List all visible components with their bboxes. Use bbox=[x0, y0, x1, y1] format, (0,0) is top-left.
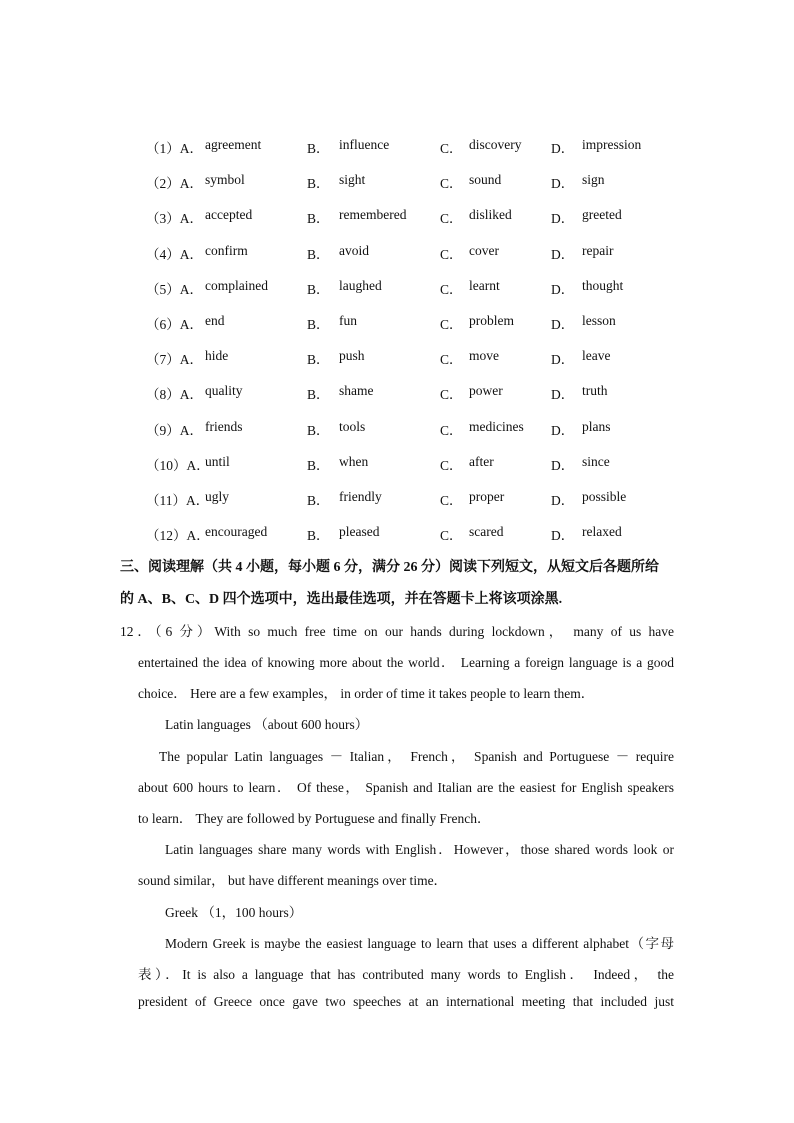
option-d-label: D． bbox=[551, 457, 575, 473]
option-number: （11）A． bbox=[146, 493, 210, 508]
option-d-text: leave bbox=[582, 348, 611, 364]
option-d-text: sign bbox=[582, 172, 605, 188]
option-b-label: B． bbox=[307, 211, 330, 227]
option-c-label: C． bbox=[440, 528, 463, 544]
option-b-text: pleased bbox=[339, 524, 380, 540]
option-row bbox=[0, 243, 794, 265]
option-row bbox=[0, 137, 794, 159]
option-c-label: C． bbox=[440, 457, 463, 473]
option-b-text: laughed bbox=[339, 277, 382, 293]
option-d-label: D． bbox=[551, 281, 575, 297]
option-c-text: discovery bbox=[469, 137, 522, 152]
option-d-text: relaxed bbox=[582, 524, 622, 540]
option-d-text: plans bbox=[582, 418, 611, 434]
option-b-label: B． bbox=[307, 246, 330, 262]
option-b-label: B． bbox=[307, 422, 330, 438]
option-c-label: C． bbox=[440, 422, 463, 438]
option-d-text: possible bbox=[582, 489, 627, 504]
option-number: （5）A． bbox=[146, 281, 203, 297]
subheading-latin: Latin languages （about 600 hours） bbox=[165, 717, 369, 732]
option-row bbox=[0, 278, 794, 300]
option-number: （9）A． bbox=[146, 422, 203, 438]
option-number: （2）A． bbox=[146, 176, 203, 192]
option-b-text: tools bbox=[339, 418, 366, 434]
option-c-text: power bbox=[469, 383, 503, 399]
option-d-label: D． bbox=[551, 528, 575, 544]
passage-line: president of Greece once gave two speeches at an international meeting that included just bbox=[138, 994, 674, 1009]
option-b-text: fun bbox=[339, 313, 357, 328]
option-a-text: end bbox=[205, 313, 225, 328]
option-b-text: push bbox=[339, 348, 365, 364]
option-d-text: greeted bbox=[582, 207, 622, 223]
option-b-text: avoid bbox=[339, 242, 369, 258]
option-c-label: C． bbox=[440, 176, 463, 192]
option-d-label: D． bbox=[551, 176, 575, 192]
question-line: 12．（6 分）With so much free time on our hands during lockdown， many of us have bbox=[120, 624, 674, 639]
option-row bbox=[0, 172, 794, 194]
option-a-text: accepted bbox=[205, 207, 253, 223]
option-c-label: C． bbox=[440, 317, 463, 332]
option-d-label: D． bbox=[551, 141, 575, 156]
option-c-label: C． bbox=[440, 493, 463, 508]
passage-line: to learn． They are followed by Portuguese and finally French． bbox=[138, 811, 491, 826]
option-d-text: impression bbox=[582, 137, 642, 152]
option-b-text: friendly bbox=[339, 489, 382, 504]
option-c-text: sound bbox=[469, 172, 502, 188]
option-c-text: move bbox=[469, 348, 499, 364]
option-row bbox=[0, 348, 794, 370]
option-d-text: thought bbox=[582, 277, 624, 293]
option-row bbox=[0, 524, 794, 546]
subheading-greek: Greek （1，100 hours） bbox=[165, 905, 303, 920]
option-d-label: D． bbox=[551, 211, 575, 227]
option-d-label: D． bbox=[551, 422, 575, 438]
option-d-label: D． bbox=[551, 387, 575, 403]
option-c-label: C． bbox=[440, 246, 463, 262]
option-d-text: repair bbox=[582, 242, 614, 258]
passage-line: Modern Greek is maybe the easiest language to learn that uses a different alphabet（字母 bbox=[165, 936, 674, 951]
passage-line: about 600 hours to learn． Of these， Spanish and Italian are the easiest for English speakers bbox=[138, 780, 674, 795]
option-b-label: B． bbox=[307, 387, 330, 403]
passage-line: 表）．It is also a language that has contributed many words to English． Indeed， the bbox=[138, 967, 674, 982]
option-row bbox=[0, 419, 794, 441]
option-b-label: B． bbox=[307, 281, 330, 297]
option-c-text: learnt bbox=[469, 277, 500, 293]
option-c-label: C． bbox=[440, 352, 463, 368]
option-number: （1）A． bbox=[146, 141, 203, 156]
option-b-text: when bbox=[339, 453, 369, 469]
option-a-text: complained bbox=[205, 277, 268, 293]
option-b-label: B． bbox=[307, 317, 330, 332]
option-number: （7）A． bbox=[146, 352, 203, 368]
option-a-text: agreement bbox=[205, 137, 262, 152]
option-d-text: since bbox=[582, 453, 610, 469]
option-a-text: encouraged bbox=[205, 524, 268, 540]
passage-line: choice． Here are a few examples， in order of time it takes people to learn them． bbox=[138, 686, 595, 701]
option-b-label: B． bbox=[307, 352, 330, 368]
option-number: （10）A． bbox=[146, 457, 210, 473]
option-a-text: symbol bbox=[205, 172, 245, 188]
option-b-text: remembered bbox=[339, 207, 407, 223]
option-a-text: confirm bbox=[205, 242, 248, 258]
option-d-label: D． bbox=[551, 317, 575, 332]
option-c-text: cover bbox=[469, 242, 499, 258]
option-number: （3）A． bbox=[146, 211, 203, 227]
option-c-text: medicines bbox=[469, 418, 524, 434]
option-b-label: B． bbox=[307, 176, 330, 192]
option-c-text: scared bbox=[469, 524, 504, 540]
option-a-text: friends bbox=[205, 418, 243, 434]
option-b-text: sight bbox=[339, 172, 366, 188]
option-c-text: proper bbox=[469, 489, 505, 504]
option-number: （6）A． bbox=[146, 317, 203, 332]
option-b-label: B． bbox=[307, 493, 330, 508]
option-c-label: C． bbox=[440, 211, 463, 227]
option-row bbox=[0, 207, 794, 229]
option-row bbox=[0, 454, 794, 476]
option-c-label: C． bbox=[440, 387, 463, 403]
option-d-text: lesson bbox=[582, 313, 616, 328]
option-c-label: C． bbox=[440, 141, 463, 156]
option-a-text: hide bbox=[205, 348, 229, 364]
passage-line: entertained the idea of knowing more about the world． Learning a foreign language is a good bbox=[138, 655, 674, 670]
option-b-text: influence bbox=[339, 137, 390, 152]
option-row bbox=[0, 313, 794, 335]
option-b-label: B． bbox=[307, 528, 330, 544]
passage-line: sound similar， but have different meanings over time． bbox=[138, 873, 448, 888]
option-number: （4）A． bbox=[146, 246, 203, 262]
option-b-label: B． bbox=[307, 457, 330, 473]
option-number: （12）A． bbox=[146, 528, 210, 544]
option-b-label: B． bbox=[307, 141, 330, 156]
option-d-text: truth bbox=[582, 383, 608, 399]
option-d-label: D． bbox=[551, 352, 575, 368]
option-d-label: D． bbox=[551, 493, 575, 508]
option-row bbox=[0, 383, 794, 405]
option-number: （8）A． bbox=[146, 387, 203, 403]
option-b-text: shame bbox=[339, 383, 374, 399]
option-c-label: C． bbox=[440, 281, 463, 297]
option-c-text: problem bbox=[469, 313, 514, 328]
option-row bbox=[0, 489, 794, 511]
option-c-text: disliked bbox=[469, 207, 512, 223]
section-heading-line1: 三、阅读理解（共 4 小题，每小题 6 分，满分 26 分）阅读下列短文，从短文后各题所给 bbox=[120, 560, 659, 575]
passage-line: The popular Latin languages － Italian， French， Spanish and Portuguese － require bbox=[159, 749, 674, 764]
section-heading-line2: 的 A、B、C、D 四个选项中，选出最佳选项，并在答题卡上将该项涂黑. bbox=[120, 592, 563, 607]
option-a-text: quality bbox=[205, 383, 243, 399]
option-d-label: D． bbox=[551, 246, 575, 262]
option-a-text: until bbox=[205, 453, 230, 469]
option-c-text: after bbox=[469, 453, 494, 469]
passage-line: Latin languages share many words with English．However，those shared words look or bbox=[165, 842, 674, 857]
option-a-text: ugly bbox=[205, 489, 230, 504]
